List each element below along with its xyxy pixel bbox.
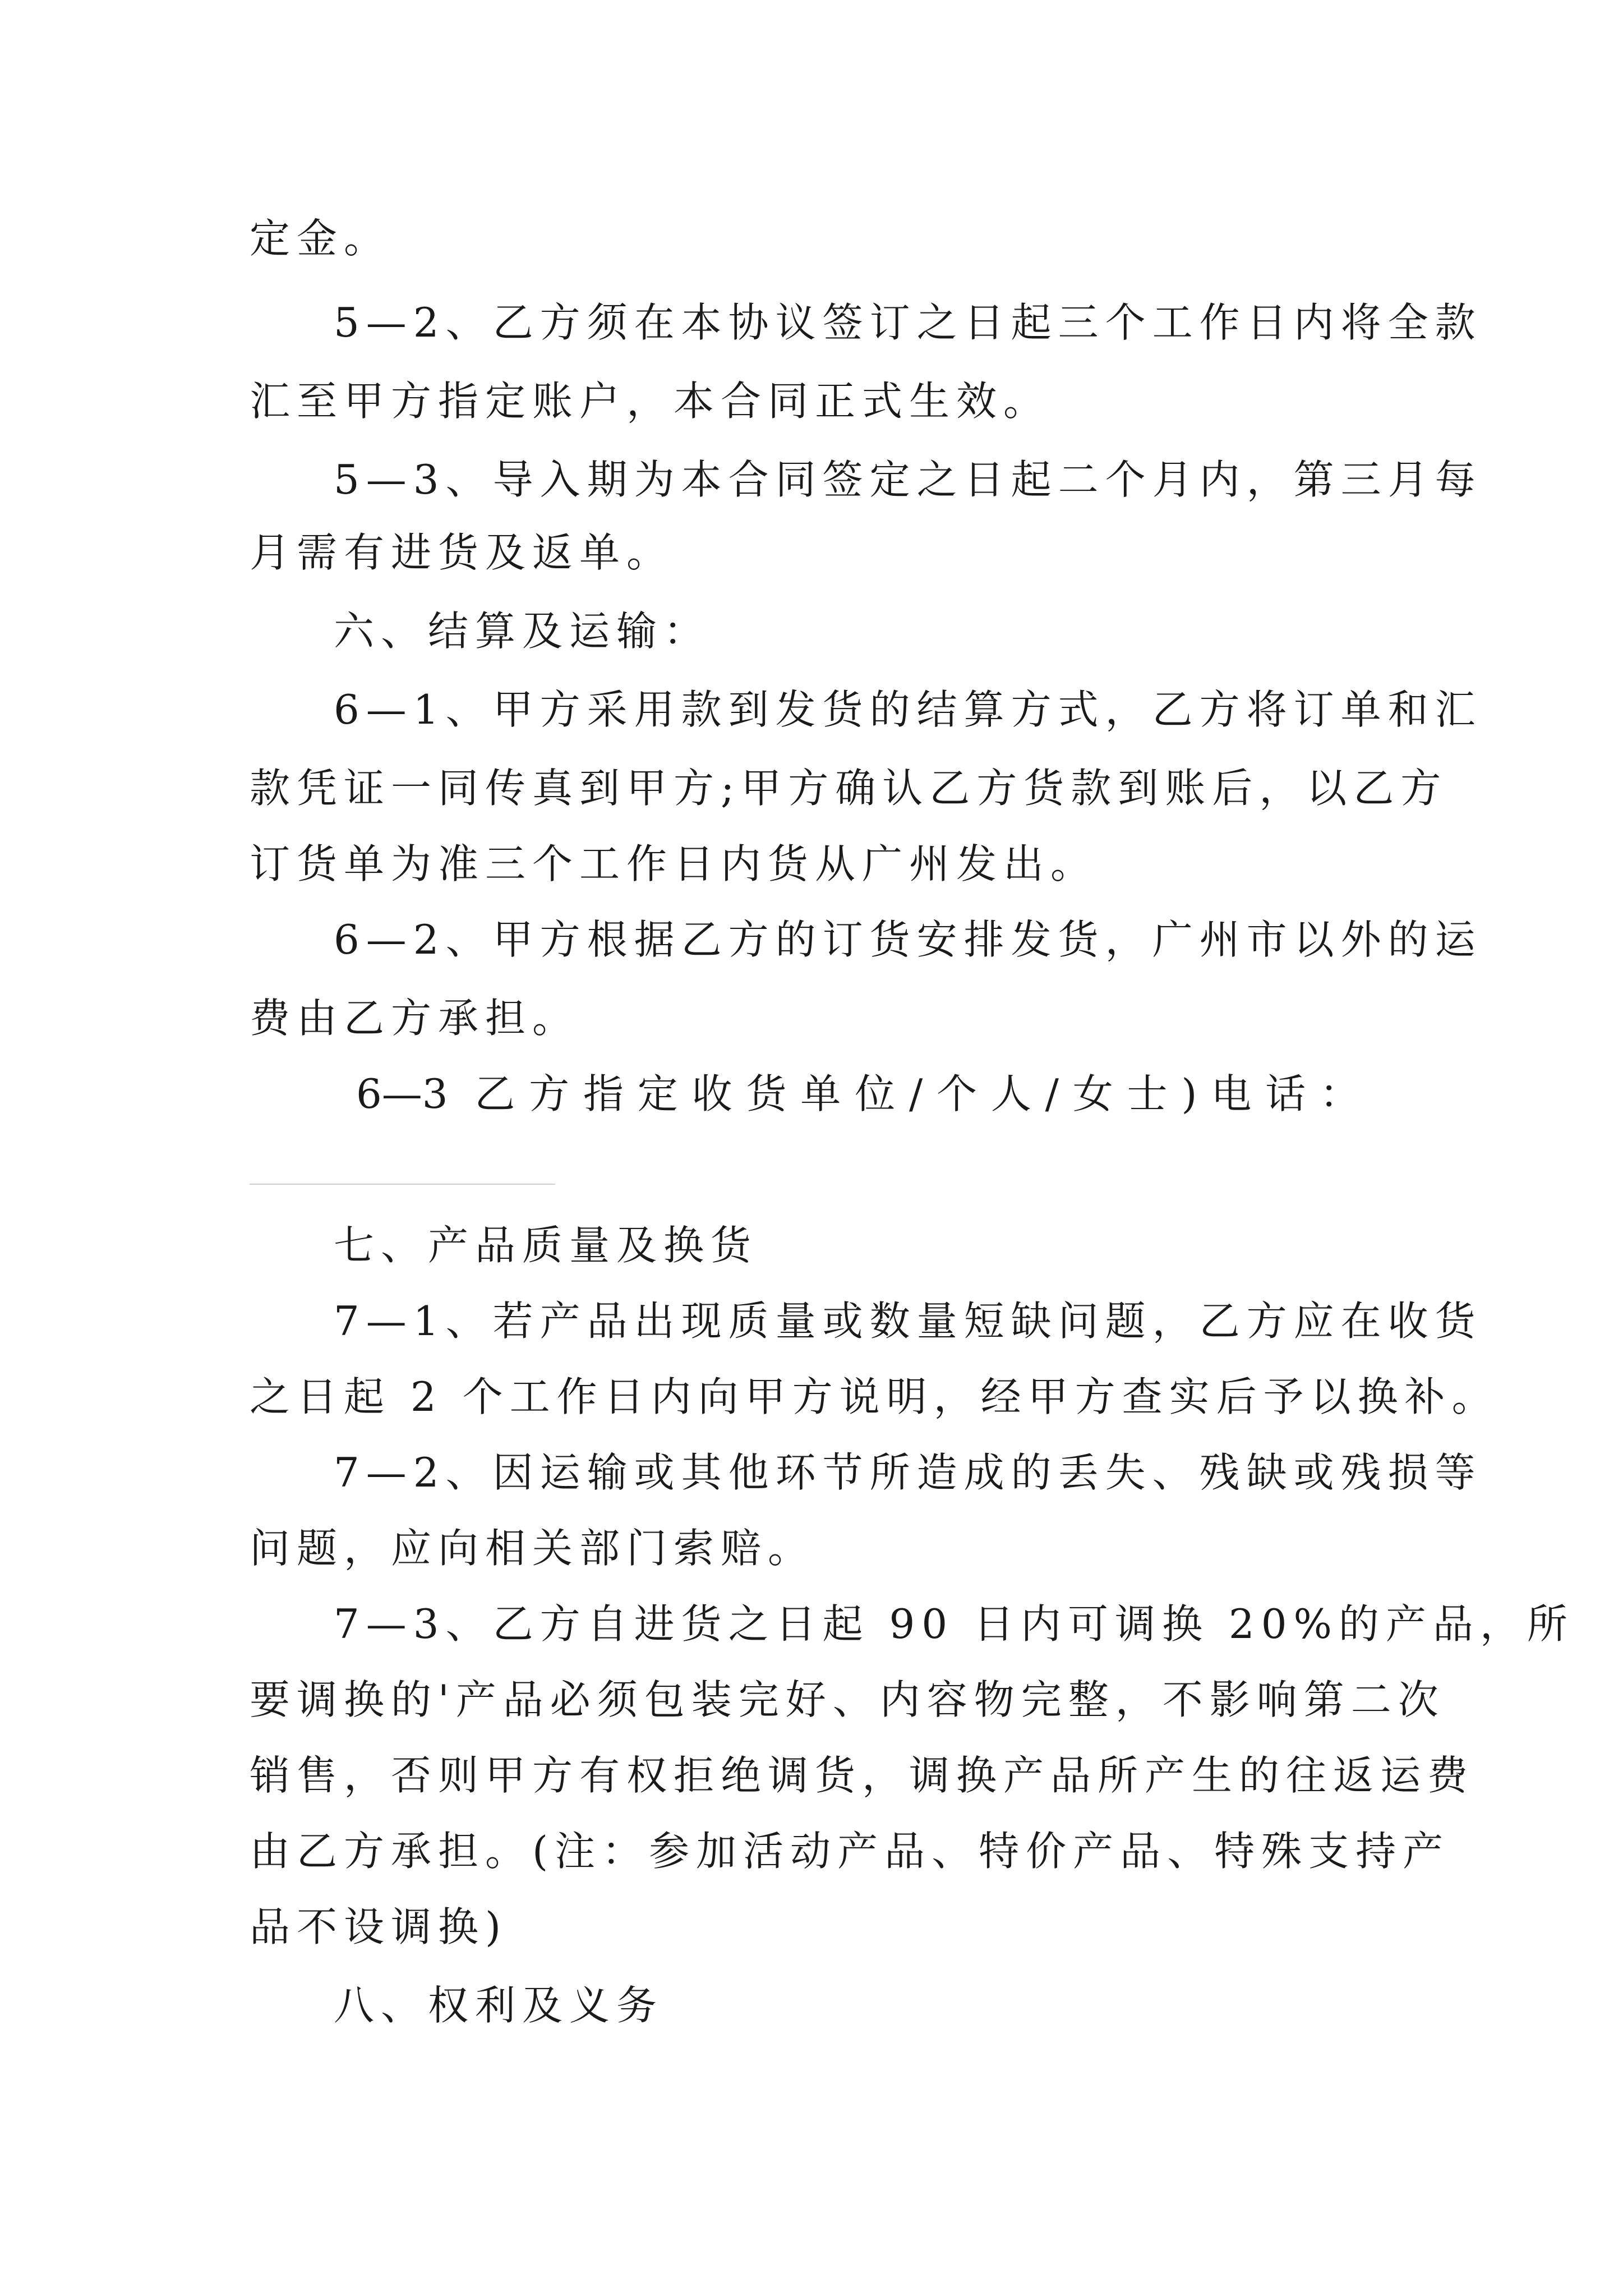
text-line: 定金。 [250, 215, 391, 262]
text-line: 月需有进货及返单。 [250, 529, 674, 576]
section-heading: 八、权利及义务 [334, 1982, 664, 2029]
blank-underline [250, 1184, 555, 1185]
text-line: 费由乙方承担。 [250, 995, 580, 1042]
section-heading: 七、产品质量及换货 [334, 1222, 758, 1269]
text-line: 7—3、乙方自进货之日起 90 日内可调换 20%的产品，所 [334, 1600, 1574, 1648]
section-heading: 六、结算及运输： [334, 608, 711, 655]
text-line: 6—2、甲方根据乙方的订货安排发货，广州市以外的运 [334, 916, 1482, 963]
text-line: 订货单为准三个工作日内货从广州发出。 [250, 840, 1098, 887]
text-line: 汇至甲方指定账户，本合同正式生效。 [250, 378, 1051, 425]
text-line: 6—3 乙方指定收货单位/个人/女士)电话： [356, 1070, 1360, 1117]
text-line: 问题，应向相关部门索赔。 [250, 1525, 815, 1572]
text-line: 7—1、若产品出现质量或数量短缺问题，乙方应在收货 [334, 1297, 1482, 1345]
text-line: 5—3、导入期为本合同签定之日起二个月内，第三月每 [334, 456, 1482, 503]
text-line: 品不设调换) [250, 1903, 508, 1950]
text-line: 销售，否则甲方有权拒绝调货，调换产品所产生的往返运费 [250, 1752, 1475, 1799]
text-line: 5—2、乙方须在本协议签订之日起三个工作日内将全款 [334, 299, 1482, 346]
text-line: 要调换的'产品必须包装完好、内容物完整，不影响第二次 [250, 1676, 1445, 1723]
text-line: 之日起 2 个工作日内向甲方说明，经甲方查实后予以换补。 [250, 1373, 1499, 1420]
text-line: 6—1、甲方采用款到发货的结算方式，乙方将订单和汇 [334, 686, 1482, 733]
text-line: 由乙方承担。(注：参加活动产品、特价产品、特殊支持产 [250, 1828, 1450, 1875]
text-line: 款凭证一同传真到甲方;甲方确认乙方货款到账后，以乙方 [250, 765, 1448, 812]
text-line: 7—2、因运输或其他环节所造成的丢失、残缺或残损等 [334, 1449, 1482, 1496]
